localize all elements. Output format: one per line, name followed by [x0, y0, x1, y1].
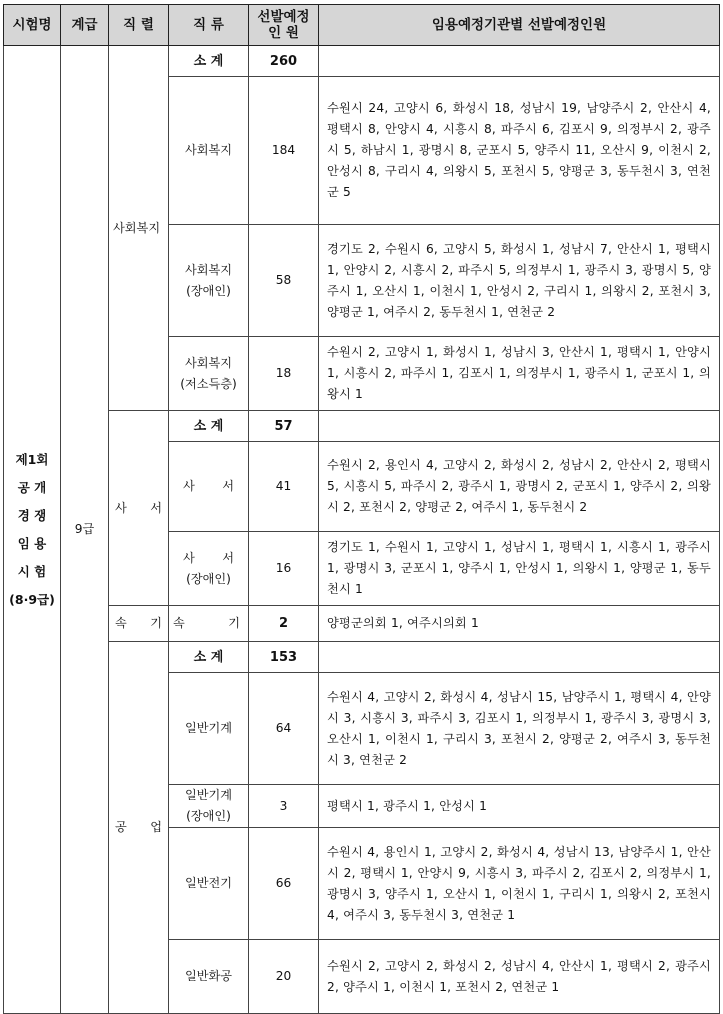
category-line: (장애인)	[186, 571, 231, 586]
category-line: 일반기계	[184, 788, 233, 802]
exam-line: 경 쟁	[17, 507, 47, 523]
allocation-cell	[319, 411, 720, 442]
category-line: (장애인)	[186, 283, 231, 298]
count-cell: 64	[249, 673, 319, 785]
allocation-cell: 경기도 2, 수원시 6, 고양시 5, 화성시 1, 성남시 7, 안산시 1, 평택시 1, 안양시 2, 시흥시 2, 파주시 5, 의정부시 1, 광주시 3, 광명시 5, 양주시 1, 오산시 1, 이천시 1, 안성시 2, 구리시 1, 의왕시 2, 포천시 3, 양평군 1, 여주시 2, 동두천시 1, 연천군 2	[319, 225, 720, 337]
allocation-cell: 경기도 1, 수원시 1, 고양시 1, 성남시 1, 평택시 1, 시흥시 1, 광주시 1, 광명시 3, 군포시 1, 양주시 1, 안성시 1, 의왕시 1, 양평군 1, 동두천시 1	[319, 532, 720, 606]
category-line: (저소득층)	[180, 376, 237, 391]
header-category: 직 류	[169, 5, 249, 46]
category-char: 사	[183, 479, 195, 493]
category-cell	[169, 337, 249, 411]
grade-cell: 9급	[61, 46, 109, 1014]
exam-line: (8·9급)	[9, 591, 55, 607]
allocation-cell: 평택시 1, 광주시 1, 안성시 1	[319, 785, 720, 828]
category-char: 속	[173, 616, 185, 630]
count-cell: 16	[249, 532, 319, 606]
category-cell: 사회복지	[169, 77, 249, 225]
category-cell	[169, 532, 249, 606]
exam-line: 제1회	[15, 451, 49, 467]
category-char: 기	[228, 616, 240, 630]
allocation-cell: 수원시 24, 고양시 6, 화성시 18, 성남시 19, 남양주시 2, 안산시 4, 평택시 8, 안양시 4, 시흥시 8, 파주시 6, 김포시 9, 의정부시 2, 광주시 5, 하남시 1, 광명시 8, 군포시 5, 양주시 11, 오산시 9, 이천시 2, 안성시 8, 구리시 4, 의왕시 5, 포천시 5, 양평군 3, 동두천시 3, 연천군 5	[319, 77, 720, 225]
allocation-cell: 수원시 4, 고양시 2, 화성시 4, 성남시 15, 남양주시 1, 평택시 4, 안양시 3, 시흥시 3, 파주시 3, 김포시 1, 의정부시 1, 광주시 3, 광명시 3, 오산시 1, 이천시 1, 구리시 3, 포천시 2, 양평군 2, 여주시 3, 동두천시 3, 연천군 2	[319, 673, 720, 785]
category-char: 사	[183, 550, 195, 565]
exam-line: 공 개	[17, 479, 47, 495]
category-cell: 일반전기	[169, 828, 249, 940]
category-line: (장애인)	[186, 809, 231, 823]
count-cell: 3	[249, 785, 319, 828]
exam-name-cell	[4, 46, 61, 1014]
count-cell: 2	[249, 606, 319, 642]
recruitment-table	[3, 4, 720, 1014]
allocation-cell	[319, 642, 720, 673]
series-char: 사	[115, 500, 127, 515]
header-exam-name: 시험명	[4, 5, 61, 46]
allocation-cell: 수원시 2, 용인시 4, 고양시 2, 화성시 2, 성남시 2, 안산시 2, 평택시 5, 시흥시 5, 파주시 2, 광주시 1, 광명시 2, 군포시 1, 양주시 2, 의왕시 2, 포천시 2, 양평군 2, 여주시 1, 동두천시 2	[319, 442, 720, 532]
exam-line: 시 험	[17, 563, 47, 579]
category-line: 사회복지	[184, 355, 233, 370]
category-cell	[169, 225, 249, 337]
subtotal-count: 153	[249, 642, 319, 673]
series-steno	[109, 606, 169, 642]
header-series: 직 렬	[109, 5, 169, 46]
series-char: 속	[115, 616, 127, 630]
allocation-cell: 수원시 2, 고양시 2, 화성시 2, 성남시 4, 안산시 1, 평택시 2, 광주시 2, 양주시 1, 이천시 1, 포천시 2, 연천군 1	[319, 940, 720, 1014]
subtotal-label: 소 계	[169, 411, 249, 442]
allocation-cell	[319, 46, 720, 77]
exam-line: 임 용	[17, 535, 47, 551]
count-cell: 66	[249, 828, 319, 940]
series-char: 업	[150, 820, 162, 834]
count-cell: 58	[249, 225, 319, 337]
category-cell: 일반기계	[169, 673, 249, 785]
count-cell: 41	[249, 442, 319, 532]
series-librarian	[109, 411, 169, 606]
category-line: 사회복지	[184, 262, 233, 277]
category-char: 서	[222, 479, 234, 493]
header-count-line1: 선발예정	[257, 9, 310, 25]
series-welfare: 사회복지	[109, 46, 169, 411]
category-cell: 일반화공	[169, 940, 249, 1014]
count-cell: 184	[249, 77, 319, 225]
category-cell	[169, 785, 249, 828]
category-cell	[169, 606, 249, 642]
subtotal-count: 260	[249, 46, 319, 77]
category-char: 서	[222, 550, 234, 565]
subtotal-label: 소 계	[169, 642, 249, 673]
series-char: 공	[115, 820, 127, 834]
header-count-line2: 인 원	[268, 25, 299, 41]
count-cell: 18	[249, 337, 319, 411]
series-char: 서	[150, 500, 162, 515]
table-row	[4, 46, 720, 77]
allocation-cell: 양평군의회 1, 여주시의회 1	[319, 606, 720, 642]
series-industry	[109, 642, 169, 1014]
header-count	[249, 5, 319, 46]
allocation-cell: 수원시 4, 용인시 1, 고양시 2, 화성시 4, 성남시 13, 남양주시 1, 안산시 2, 평택시 1, 안양시 9, 시흥시 3, 파주시 2, 김포시 2, 의정부시 1, 광명시 3, 양주시 1, 오산시 1, 이천시 1, 구리시 1, 의왕시 2, 포천시 4, 여주시 3, 동두천시 3, 연천군 1	[319, 828, 720, 940]
header-grade: 계급	[61, 5, 109, 46]
header-row	[4, 5, 720, 46]
header-allocation: 임용예정기관별 선발예정인원	[319, 5, 720, 46]
table-row	[4, 606, 720, 642]
table-row	[4, 411, 720, 442]
subtotal-label: 소 계	[169, 46, 249, 77]
category-cell	[169, 442, 249, 532]
subtotal-count: 57	[249, 411, 319, 442]
series-char: 기	[150, 616, 162, 630]
allocation-cell: 수원시 2, 고양시 1, 화성시 1, 성남시 3, 안산시 1, 평택시 1, 안양시 1, 시흥시 2, 파주시 1, 김포시 1, 의정부시 1, 광주시 1, 군포시 1, 의왕시 1	[319, 337, 720, 411]
table-row	[4, 642, 720, 673]
count-cell: 20	[249, 940, 319, 1014]
